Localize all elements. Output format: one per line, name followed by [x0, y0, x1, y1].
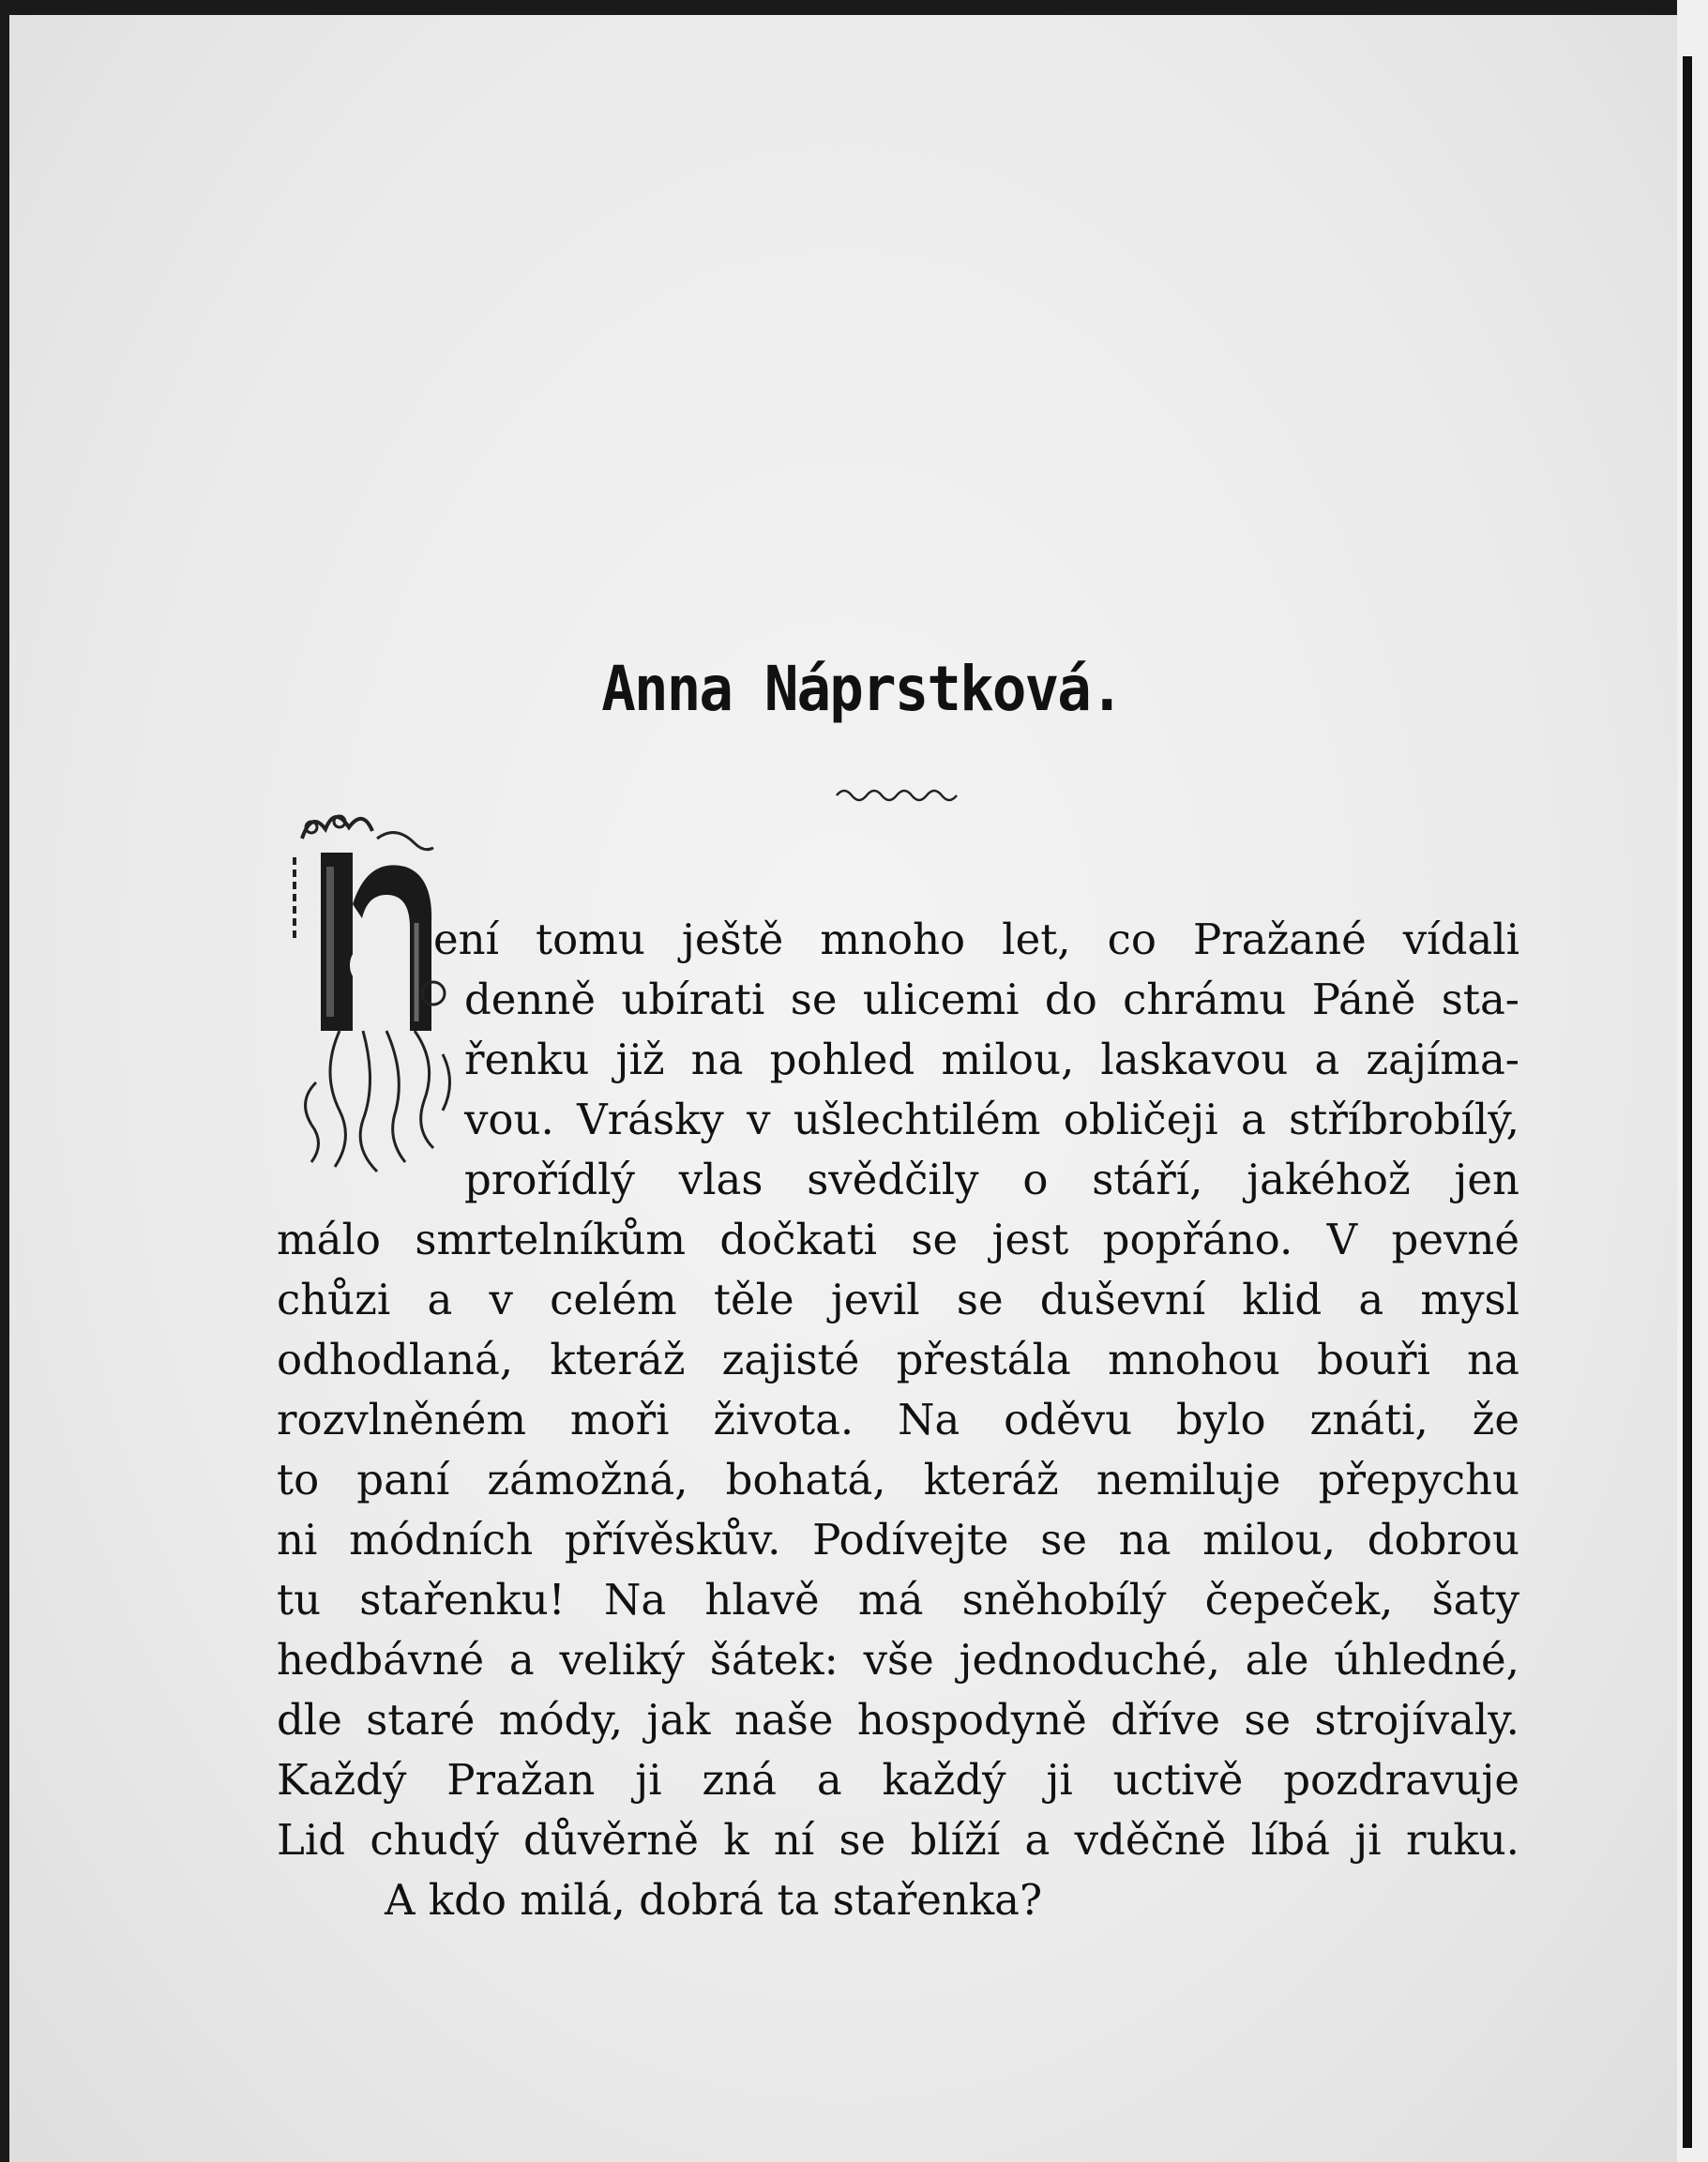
text-line: Každý Pražan ji zná a každý ji uctivě pozdravuje — [277, 1755, 1519, 1805]
text-line: hedbávné a veliký šátek: vše jednoduché, ale úhledné, — [277, 1635, 1519, 1685]
text-line: Lid chudý důvěrně k ní se blíží a vděčně líbá ji ruku. — [277, 1815, 1519, 1865]
text-line: rozvlněném moři života. Na oděvu bylo znáti, že — [277, 1395, 1519, 1444]
binding-edge — [1683, 56, 1692, 2148]
wave-ornament — [835, 782, 966, 805]
text-line: A kdo milá, dobrá ta stařenka? — [385, 1875, 1043, 1925]
text-line: řenku již na pohled milou, laskavou a zajíma- — [464, 1035, 1519, 1084]
text-line: ení tomu ještě mnoho let, co Pražané vídali — [433, 915, 1519, 964]
decorated-initial-n-icon — [283, 801, 461, 1176]
text-line: prořídlý vlas svědčily o stáří, jakéhož jen — [464, 1155, 1519, 1204]
chapter-title: Anna Náprstková. — [601, 653, 1123, 725]
text-line: vou. Vrásky v ušlechtilém obličeji a stříbrobílý, — [464, 1095, 1519, 1144]
text-line: dle staré módy, jak naše hospodyně dříve se strojívaly. — [277, 1695, 1519, 1745]
text-line: chůzi a v celém těle jevil se duševní klid a mysl — [277, 1275, 1519, 1324]
text-line: málo smrtelníkům dočkati se jest popřáno. V pevné — [277, 1215, 1519, 1264]
text-line: denně ubírati se ulicemi do chrámu Páně sta- — [464, 975, 1519, 1024]
page-edge — [1677, 0, 1708, 2162]
book-page — [9, 15, 1677, 2162]
text-line: odhodlaná, kteráž zajisté přestála mnohou bouři na — [277, 1335, 1519, 1384]
text-line: to paní zámožná, bohatá, kteráž nemiluje přepychu — [277, 1455, 1519, 1504]
text-line: ni módních přívěskův. Podívejte se na milou, dobrou — [277, 1515, 1519, 1565]
text-line: tu stařenku! Na hlavě má sněhobílý čepeček, šaty — [277, 1575, 1519, 1625]
